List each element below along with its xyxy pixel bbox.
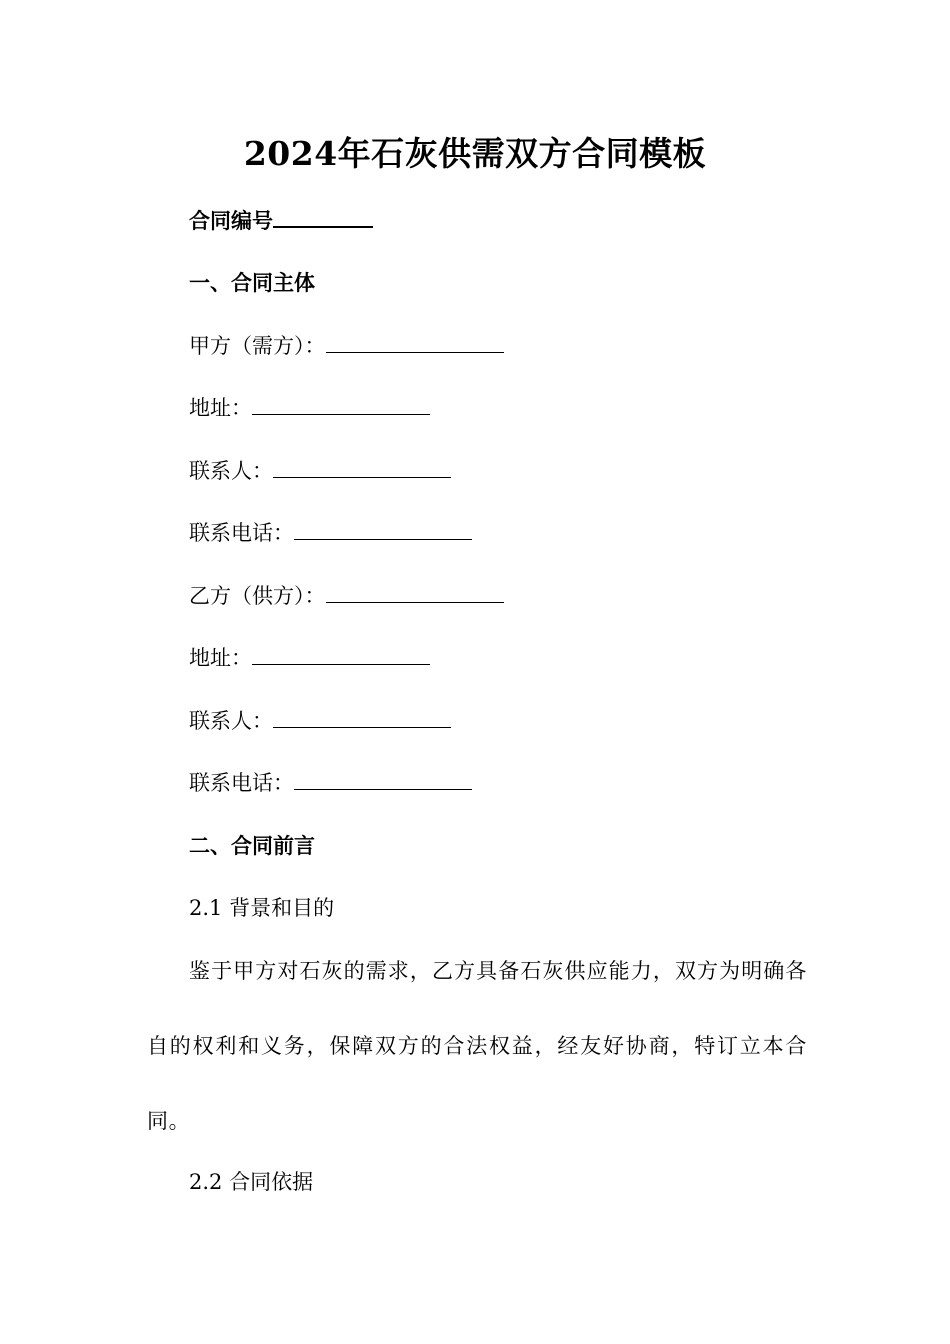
paragraph-2-1: 鉴于甲方对石灰的需求，乙方具备石灰供应能力，双方为明确各自的权利和义务，保障双方的合法权益，经友好协商，特订立本合同。 [147,959,807,1133]
party-a-label: 甲方（需方）： [189,334,326,358]
document-title: 2024年石灰供需双方合同模板 [243,134,707,173]
subsection-2-1-heading: 2.1 背景和目的 [189,896,335,920]
party-b-row [189,581,504,611]
party-a-contact-label: 联系人： [189,459,273,483]
party-a-address-row [189,393,430,423]
party-b-address-row [189,643,430,673]
party-a-address-blank [252,394,430,415]
section-2-heading: 二、合同前言 [189,833,315,858]
party-a-phone-row [189,518,472,548]
party-b-label: 乙方（供方）： [189,584,326,608]
party-b-phone-blank [294,769,472,790]
party-a-blank [326,332,504,353]
party-b-contact-row [189,706,451,736]
section-1-heading: 一、合同主体 [189,270,315,295]
party-b-phone-row [189,768,472,798]
party-b-phone-label: 联系电话： [189,771,294,795]
party-b-contact-label: 联系人： [189,709,273,733]
subsection-2-2-heading: 2.2 合同依据 [189,1170,314,1194]
party-a-contact-blank [273,457,451,478]
contract-number-row [189,206,373,236]
contract-number-blank [273,206,373,228]
party-a-row [189,331,504,361]
party-a-contact-row [189,456,451,486]
party-b-contact-blank [273,707,451,728]
party-b-address-label: 地址： [189,646,252,670]
contract-number-label: 合同编号 [189,208,273,233]
party-b-address-blank [252,644,430,665]
party-a-phone-blank [294,519,472,540]
party-a-address-label: 地址： [189,396,252,420]
party-b-blank [326,582,504,603]
party-a-phone-label: 联系电话： [189,521,294,545]
